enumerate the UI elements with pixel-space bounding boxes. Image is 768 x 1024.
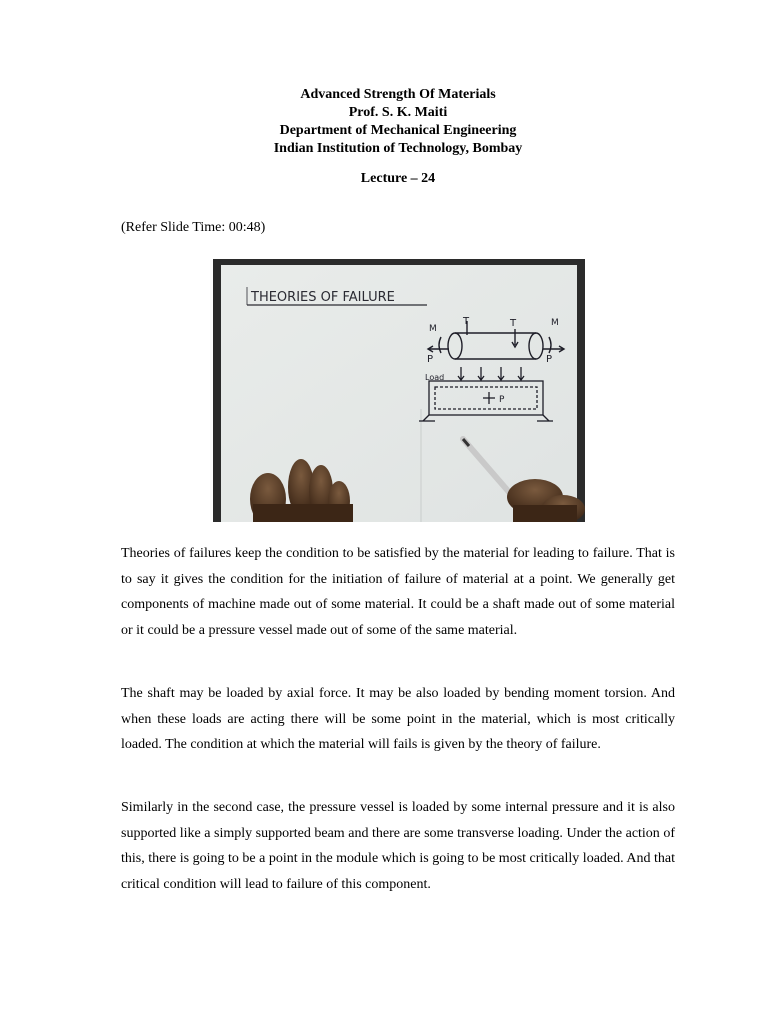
institute-name: Indian Institution of Technology, Bombay	[273, 141, 523, 156]
torque-label-left: T	[463, 316, 470, 327]
professor-name: Prof. S. K. Maiti	[348, 105, 448, 120]
document-header	[0, 86, 768, 158]
axial-label-left: P	[427, 354, 434, 365]
torque-label-right: T	[510, 318, 517, 329]
slide-heading: THEORIES OF FAILURE	[251, 290, 395, 305]
paragraph-2: The shaft may be loaded by axial force. It may be also loaded by bending moment torsion. And when these loads are acting there will be some point in the material, which is most critically loaded. The condition at which the material will fails is given by the theory of failure.	[121, 686, 675, 752]
pressure-label: P	[499, 395, 505, 405]
department-name: Department of Mechanical Engineering	[279, 123, 517, 138]
moment-label-right: M	[551, 318, 559, 328]
lecture-number: Lecture – 24	[360, 171, 436, 186]
refer-slide-time: (Refer Slide Time: 00:48)	[121, 220, 266, 235]
load-label: Load	[425, 373, 445, 382]
paragraph-1: Theories of failures keep the condition to be satisfied by the material for leading to failure. That is to say it gives the condition for the initiation of failure of material at a point. We generally get components of machine made out of some material. It could be a shaft made out of some material or it could be a pressure vessel made out of some of the same material.	[121, 546, 675, 638]
lecture-slide-image	[213, 259, 585, 522]
axial-label-right: P	[546, 354, 553, 365]
course-title: Advanced Strength Of Materials	[300, 87, 496, 102]
paragraph-3: Similarly in the second case, the pressure vessel is loaded by some internal pressure and it is also supported like a simply supported beam and there are some transverse loading. Under the action of this, there is going to be a point in the module which is going to be most critically loaded. And that critical condition will lead to failure of this component.	[121, 800, 675, 892]
moment-label-left: M	[429, 324, 437, 334]
